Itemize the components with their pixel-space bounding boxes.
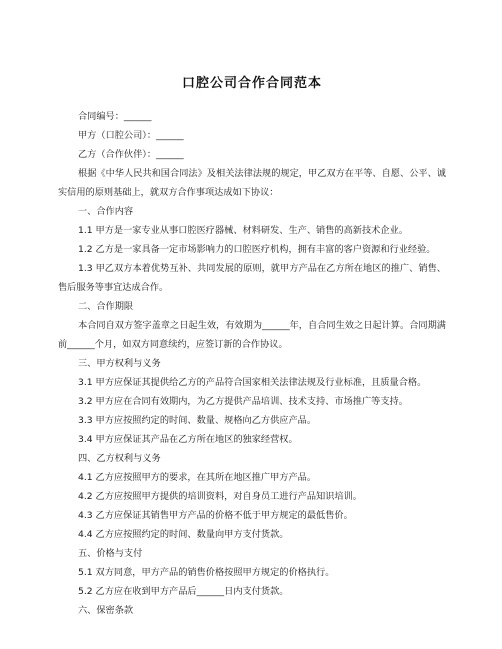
- document-line: 4.4 乙方应按照约定的时间、数量向甲方支付货款。: [78, 529, 289, 540]
- document-line: 乙方（合作伙伴）：______: [78, 149, 184, 160]
- document-line: 三、甲方权利与义务: [78, 358, 161, 369]
- document-line: 一、合作内容: [78, 206, 134, 217]
- document-line: 四、乙方权利与义务: [78, 453, 161, 464]
- document-line: 5.1 双方同意，甲方产品的销售价格按照甲方规定的价格执行。: [78, 567, 335, 578]
- document-body: [58, 107, 446, 620]
- document-line: 六、保密条款: [78, 605, 134, 616]
- document-line: 合同编号：______: [78, 111, 152, 122]
- document-line: 3.2 甲方应在合同有效期内，为乙方提供产品培训、技术支持、市场推广等支持。: [78, 396, 408, 407]
- document-line: 5.2 乙方应在收到甲方产品后______日内支付货款。: [78, 586, 289, 597]
- document-line: 本合同自双方签字盖章之日起生效，有效期为______年，自合同生效之日起计算。合同期满前______个月，如双方同意续约，应签订新的合作协议。: [58, 320, 446, 350]
- document-line: 1.1 甲方是一家专业从事口腔医疗器械、材料研发、生产、销售的高新技术企业。: [78, 225, 408, 236]
- document-line: 二、合作期限: [78, 301, 134, 312]
- document-line: 五、价格与支付: [78, 548, 143, 559]
- document-line: 1.2 乙方是一家具备一定市场影响力的口腔医疗机构，拥有丰富的客户资源和行业经验。: [78, 244, 436, 255]
- document-line: 3.3 甲方应按照约定的时间、数量、规格向乙方供应产品。: [78, 415, 317, 426]
- document-line: 4.1 乙方应按照甲方的要求，在其所在地区推广甲方产品。: [78, 472, 317, 483]
- document-line: 根据《中华人民共和国合同法》及相关法律法规的规定，甲乙双方在平等、自愿、公平、诚实信用的原则基础上，就双方合作事项达成如下协议：: [58, 168, 446, 198]
- document-line: 4.3 乙方应保证其销售甲方产品的价格不低于甲方规定的最低售价。: [78, 510, 353, 521]
- document-line: 3.1 甲方应保证其提供给乙方的产品符合国家相关法律法规及行业标准，且质量合格。: [78, 377, 427, 388]
- document-line: 3.4 甲方应保证其产品在乙方所在地区的独家经营权。: [78, 434, 298, 445]
- document-line: 1.3 甲乙双方本着优势互补、共同发展的原则，就甲方产品在乙方所在地区的推广、销售、售后服务等事宜达成合作。: [58, 263, 446, 293]
- document-line: 甲方（口腔公司）：______: [78, 130, 184, 141]
- document-line: 4.2 乙方应按照甲方提供的培训资料，对自身员工进行产品知识培训。: [78, 491, 362, 502]
- document-title: 口腔公司合作合同范本: [181, 76, 322, 91]
